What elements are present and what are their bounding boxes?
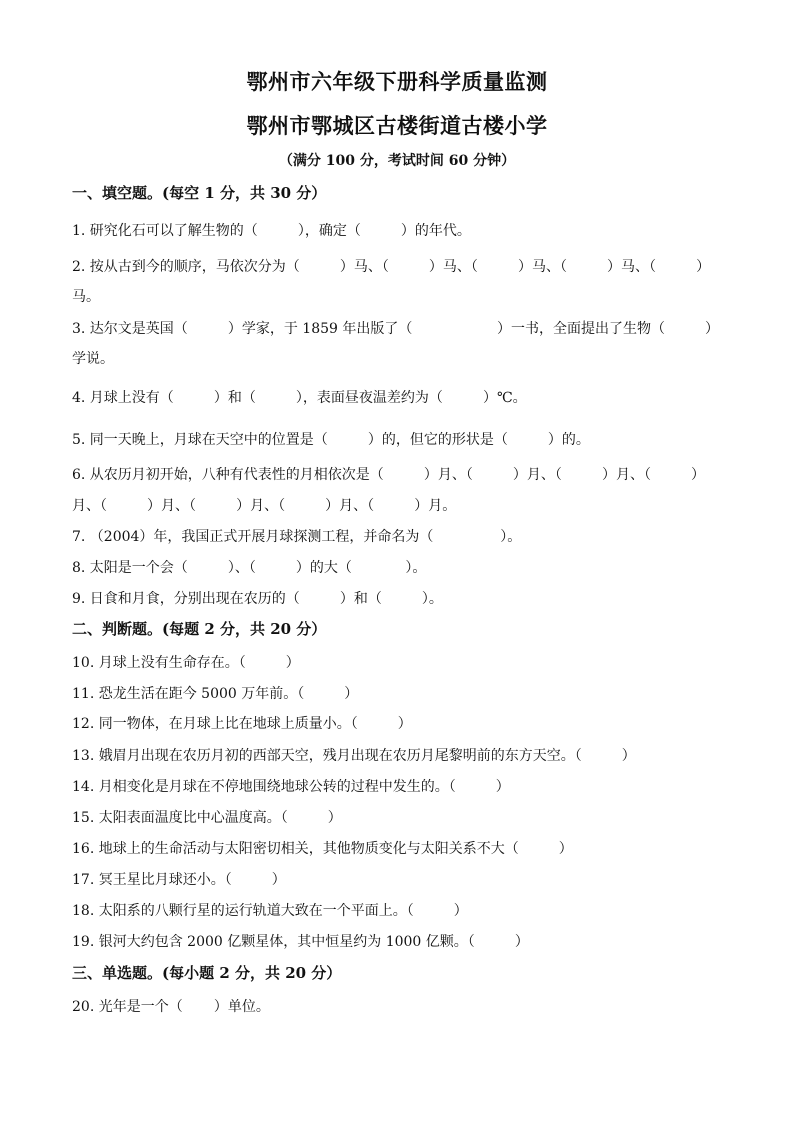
question-10: 10. 月球上没有生命存在。（ ） [72, 655, 300, 671]
question-1: 1. 研究化石可以了解生物的（ ），确定（ ）的年代。 [72, 223, 471, 239]
question-4: 4. 月球上没有（ ）和（ ），表面昼夜温差约为（ ）℃。 [72, 390, 527, 406]
question-14: 14. 月相变化是月球在不停地围绕地球公转的过程中发生的。（ ） [72, 779, 510, 795]
question-2: 2. 按从古到今的顺序，马依次分为（ ）马、（ ）马、（ ）马、（ ）马、（ ） [72, 259, 711, 275]
question-16: 16. 地球上的生命活动与太阳密切相关，其他物质变化与太阳关系不大（ ） [72, 841, 573, 857]
question-5: 5. 同一天晚上，月球在天空中的位置是（ ）的，但它的形状是（ ）的。 [72, 432, 590, 448]
exam-title: 鄂州市六年级下册科学质量监测 [246, 69, 548, 94]
question-12: 12. 同一物体，在月球上比在地球上质量小。（ ） [72, 716, 412, 732]
question-3: 3. 达尔文是英国（ ）学家，于 1859 年出版了（ ）一书，全面提出了生物（ ） [72, 321, 719, 337]
question-7: 7. （2004）年，我国正式开展月球探测工程，并命名为（ ）。 [72, 529, 522, 545]
question-11: 11. 恐龙生活在距今 5000 万年前。（ ） [72, 686, 359, 702]
question-8: 8. 太阳是一个会（ ）、（ ）的大（ ）。 [72, 560, 427, 576]
question-13: 13. 娥眉月出现在农历月初的西部天空，残月出现在农历月尾黎明前的东方天空。（ ） [72, 748, 636, 764]
question-2-continued: 马。 [72, 289, 100, 305]
question-15: 15. 太阳表面温度比中心温度高。（ ） [72, 810, 342, 826]
question-19: 19. 银河大约包含 2000 亿颗星体，其中恒星约为 1000 亿颗。（ ） [72, 934, 529, 950]
question-3-continued: 学说。 [72, 351, 114, 367]
question-6-continued: 月、（ ）月、（ ）月、（ ）月、（ ）月。 [72, 498, 457, 514]
section-true-false-title: 二、判断题。(每题 2 分，共 20 分） [72, 620, 327, 638]
school-name: 鄂州市鄂城区古楼街道古楼小学 [246, 113, 548, 138]
question-6: 6. 从农历月初开始，八种有代表性的月相依次是（ ）月、（ ）月、（ ）月、（ ） [72, 467, 706, 483]
question-18: 18. 太阳系的八颗行星的运行轨道大致在一个平面上。（ ） [72, 903, 468, 919]
exam-info: （满分 100 分，考试时间 60 分钟） [278, 153, 516, 169]
section-fill-blank-title: 一、填空题。(每空 1 分，共 30 分） [72, 184, 327, 202]
section-single-choice-title: 三、单选题。(每小题 2 分，共 20 分） [72, 964, 342, 982]
question-9: 9. 日食和月食，分别出现在农历的（ ）和（ ）。 [72, 591, 443, 607]
question-20: 20. 光年是一个（ ）单位。 [72, 999, 270, 1015]
question-17: 17. 冥王星比月球还小。（ ） [72, 872, 286, 888]
